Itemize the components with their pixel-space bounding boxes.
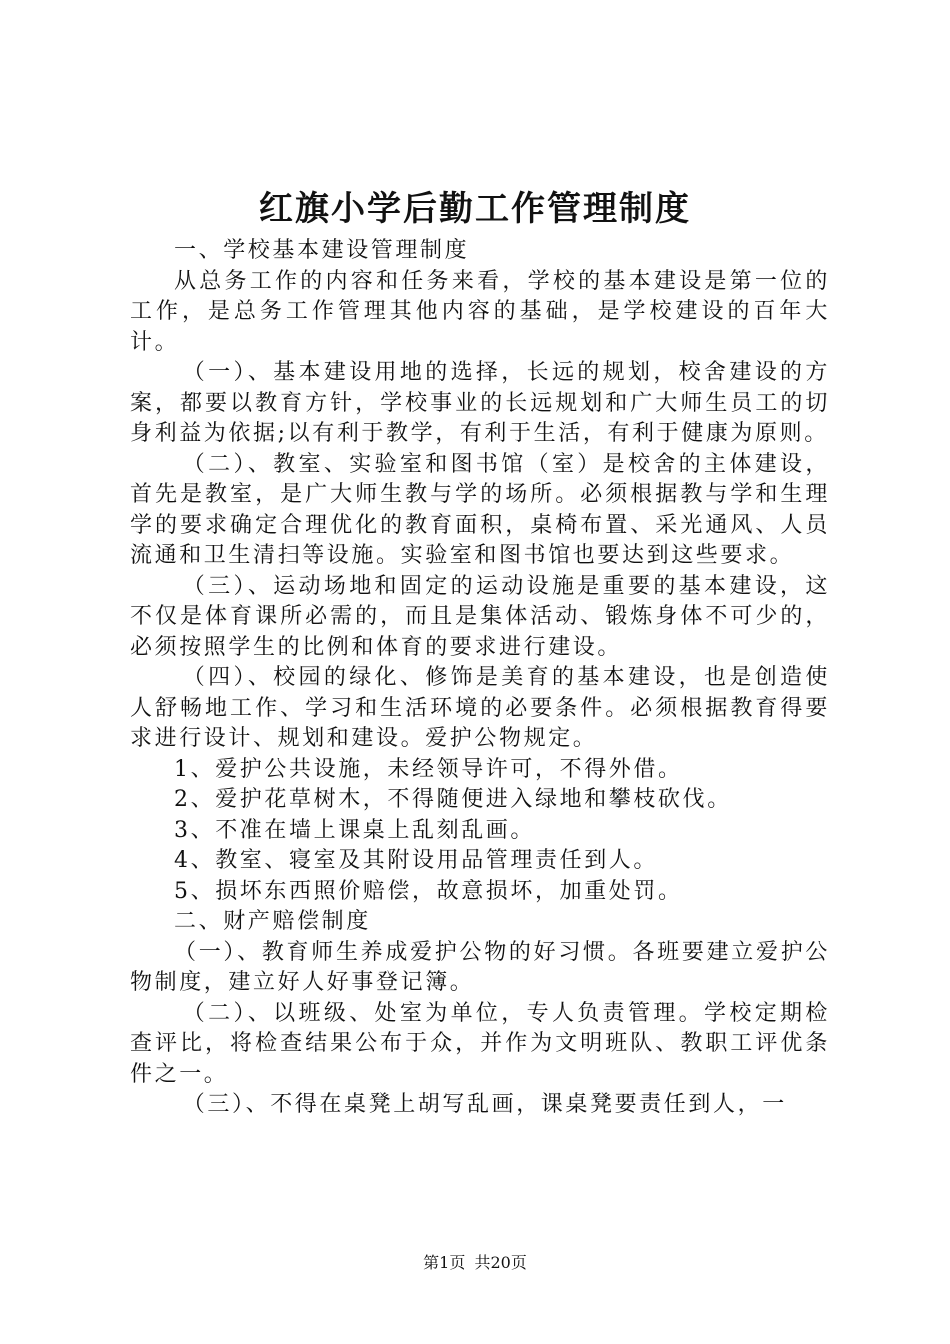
- paragraph-clause-3: （三）、运动场地和固定的运动设施是重要的基本建设，这不仅是体育课所必需的，而且是集体活动、锻炼身体不可少的，必须按照学生的比例和体育的要求进行建设。: [130, 573, 830, 660]
- paragraph-clause-5: （一）、教育师生养成爱护公物的好习惯。各班要建立爱护公物制度，建立好人好事登记簿。: [130, 939, 830, 995]
- paragraph-intro: 从总务工作的内容和任务来看，学校的基本建设是第一位的工作，是总务工作管理其他内容的基础，是学校建设的百年大计。: [130, 268, 830, 355]
- page-total: 共20页: [474, 1253, 527, 1272]
- list-item: 1、爱护公共设施，未经领导许可，不得外借。: [174, 756, 683, 782]
- list-item: 2、爱护花草树木，不得随便进入绿地和攀枝砍伐。: [174, 787, 732, 812]
- list-item: 4、教室、寝室及其附设用品管理责任到人。: [174, 848, 658, 873]
- list-item: 5、损坏东西照价赔偿，故意损坏，加重处罚。: [174, 878, 683, 904]
- paragraph-clause-7: （三）、不得在桌凳上胡写乱画，课桌凳要责任到人，一: [182, 1092, 787, 1117]
- list-item: 3、不准在墙上课桌上乱刻乱画。: [174, 817, 535, 843]
- page-footer: [0, 1252, 950, 1274]
- section-heading-2: 二、财产赔偿制度: [174, 909, 371, 934]
- document-title: 红旗小学后勤工作管理制度: [259, 189, 691, 229]
- paragraph-clause-2: （二）、教室、实验室和图书馆（室）是校舍的主体建设，首先是教室，是广大师生教与学的场所。必须根据教与学和生理学的要求确定合理优化的教育面积，桌椅布置、采光通风、人员流通和卫生清扫等设施。实验室和图书馆也要达到这些要求。: [130, 451, 830, 568]
- document-body: [130, 236, 830, 1121]
- paragraph-clause-6: （二）、以班级、处室为单位，专人负责管理。学校定期检查评比，将检查结果公布于众，并作为文明班队、教职工评优条件之一。: [130, 1000, 830, 1087]
- page-number: 第1页: [423, 1253, 466, 1272]
- paragraph-clause-4: （四）、校园的绿化、修饰是美育的基本建设，也是创造使人舒畅地工作、学习和生活环境的必要条件。必须根据教育得要求进行设计、规划和建设。爱护公物规定。: [130, 665, 830, 751]
- paragraph-clause-1: （一）、基本建设用地的选择，长远的规划，校舍建设的方案，都要以教育方针，学校事业的长远规划和广大师生员工的切身利益为依据;以有利于教学，有利于生活，有利于健康为原则。: [130, 360, 830, 446]
- section-heading-1: 一、学校基本建设管理制度: [174, 238, 470, 263]
